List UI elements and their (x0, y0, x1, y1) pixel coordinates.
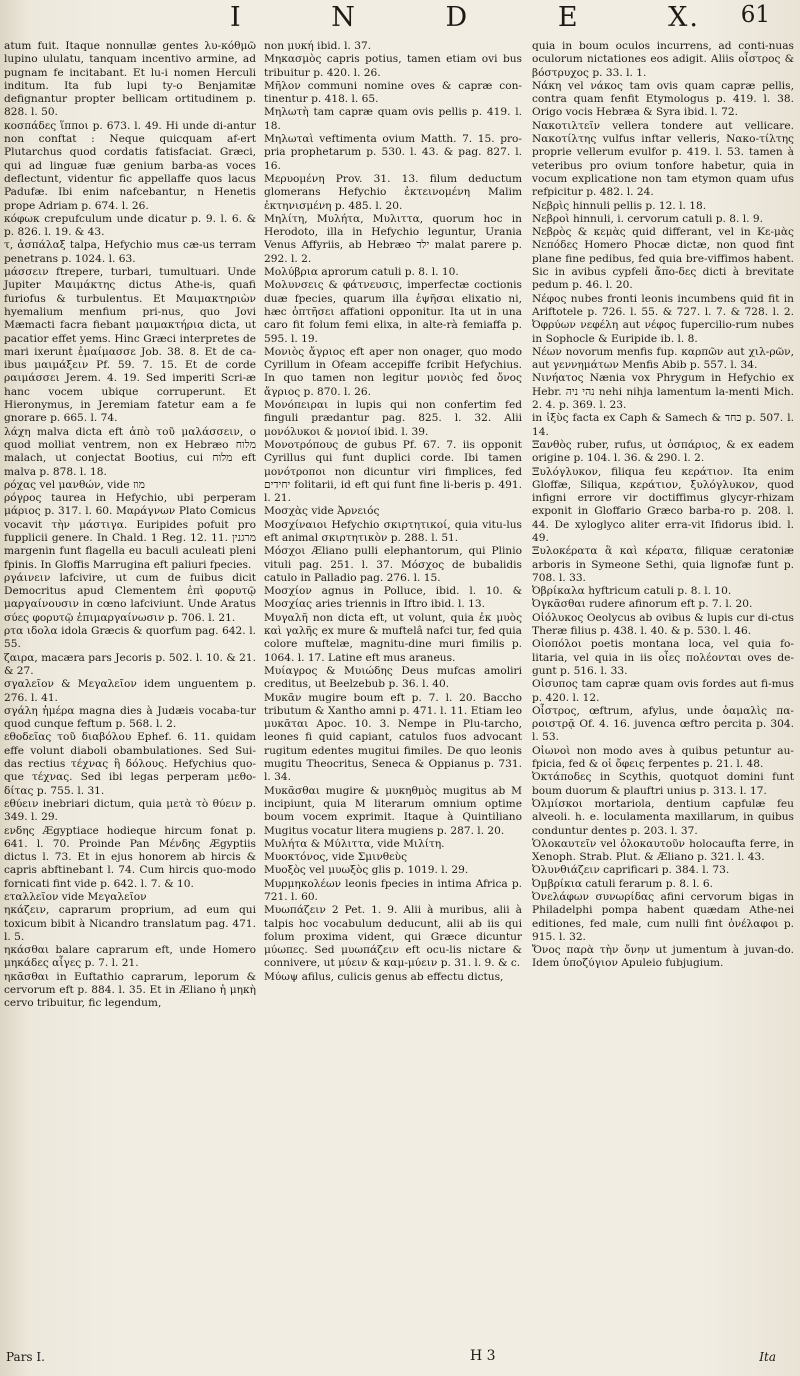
index-entry: atum fuit. Itaque nonnullæ gentes λυ-κόθμῶ lupino ululatu, tanquam incentivo armine, ad pugnam fe incitabant. Et lu-i nomen Herculi inditum. Ita fub lupi ty-o Benjamitæ defignantur propter bellicam ortitudinem p. 828. l. 50. (4, 40, 256, 119)
index-entry: ρτα ιδολα idola Græcis & quorfum pag. 642. l. 55. (4, 625, 256, 651)
index-entry: Ὀλμίσκοι mortariola, dentium capfulæ feu alveoli. h. e. loculamenta maxillarum, in quibus conduntur dentes p. 203. l. 37. (532, 797, 794, 837)
index-entry: Μυωπάζειν 2 Pet. 1. 9. Alii à muribus, alii à talpis hoc vocabulum deducunt, alii ab iis qui folum proxima vident, qui Græce dicuntur μύωπες. Sed μυωπάζειν eft ocu-lis nictare & connivere, ut μύειν & καμ-μύειν p. 31. l. 9. & c. (264, 904, 522, 970)
index-entry: Ὁλοκαυτεῖν vel ὁλοκαυτοῦν holocaufta ferre, in Xenoph. Strab. Plut. & Æliano p. 321. l. 43. (532, 837, 794, 864)
header-title (230, 2, 700, 33)
index-entry: Μοσχίναιοι Hefychio σκιρτητικοί, quia vitu-lus eft animal σκιρτητικὸν p. 288. l. 51. (264, 518, 522, 544)
header-letter: N (331, 2, 357, 33)
index-entry: Μοσχὰς vide Ἀρνειός (264, 505, 380, 518)
index-entry: ρόχας vel μανθών, vide מוז (4, 478, 145, 491)
index-entry: εταλλεῖον vide Μεγαλεῖον (4, 891, 147, 903)
signature-mark: H 3 (470, 1348, 496, 1364)
index-entry: Οἰοπόλοι poetis montana loca, vel quia fo-litaria, vel quia in iis οἶες πολέονται oves de-gunt p. 516. l. 33. (532, 638, 794, 677)
header-letter: X. (668, 2, 700, 33)
index-entry: Μῆλον communi nomine oves & capræ con-tinentur p. 418. l. 65. (264, 79, 522, 106)
index-entry: Νάκη vel νάκος tam ovis quam capræ pellis, contra quam fenfit Etymologus p. 419. l. 38. Origo vocis Hebræa & Syra ibid. l. 72. (532, 79, 794, 119)
running-header (0, 2, 800, 36)
index-entry: λάχη malva dicta eft ἀπὸ τοῦ μαλάσσειν, o quod molliat ventrem, non ex Hebræo מלוח malach, ut conjectat Bootius, cui מלוח eft malva p. 878. l. 18. (4, 425, 256, 478)
page-number: 61 (740, 2, 770, 28)
index-entry: Ὀκτάποδες in Scythis, quotquot domini funt boum duorum & plauftri unius p. 313. l. 17. (532, 771, 794, 797)
index-entry: Ξανθὸς ruber, rufus, ut ὀσπάριος, & ex eadem origine p. 104. l. 36. & 290. l. 2. (532, 438, 794, 465)
index-entry: ρόγρος taurea in Hefychio, ubi perperam μάριος p. 317. l. 60. Μαράγνων Plato Comicus vocavit τὴν μάστιγα. Euripides pofuit pro fupplicii genere. In Chald. 1 Reg. 12. 11. מרגנין margenin funt flagella eu baculi aculeati pleni fpinis. In Gloffis Marrugina eft paliuri fpecies. (4, 492, 256, 571)
index-entry: Μηλωταὶ veftimenta ovium Matth. 7. 15. pro-pria prophetarum p. 530. l. 43. & pag. 827. l. 16. (264, 133, 522, 172)
index-entry: Νέφος nubes fronti leonis incumbens quid fit in Ariftotele p. 726. l. 55. & 727. l. 7. & 728. l. 2. Ὀφρύων νεφέλη aut νέφος fupercilio-rum nubes in Sophocle & Euripide ib. l. 8. (532, 292, 794, 345)
index-entry: Μονόπειραι in lupis qui non confertim fed finguli prædantur pag. 825. l. 32. Alii μονόλυκοι & μονιοί ibid. l. 39. (264, 399, 522, 438)
index-entry: Μυγαλῆ non dicta eft, ut volunt, quia ἐκ μυὸς καὶ γαλῆς ex mure & muftelâ nafci tur, fed quia colore muftelæ, magnitu-dine muri fimilis p. 1064. l. 17. Latine eft mus araneus. (264, 611, 522, 664)
index-entry: Μηλίτη, Μυλήτα, Μυλιττα, quorum hoc in Herodoto, illa in Hefychio leguntur, Urania Venus Affyriis, ab Hebræo ילד malat parere p. 292. l. 2. (264, 212, 523, 265)
index-entry: ηκάσθαι balare caprarum eft, unde Homero μηκάδες αἶγες p. 7. l. 21. (4, 944, 256, 970)
index-entry: μάσσειν ftrepere, turbari, tumultuari. Unde Jupiter Μαιμάκτης dictus Athe-is, quafi furiofus & turbulentus. Et Μαιμακτηριὼν hyemalium menfium pri-nus, quo Jovi Mæmacti facra fiebant μαιμακτήρια dicta, ut pacatior effet yems. Hinc Græci interpretes de mari ixerunt ἐμαίμασσε Job. 38. 8. Et de ca-ibus μαιμάξειν Pf. 59. 7. 15. Et de corde ραιμάσσει Jerem. 4. 19. Sed imperiti Scri-æ hanc vocem ubique corruperunt. Et Hieronymus, in Jeremiam fatetur eam a fe gnorare p. 665. l. 74. (4, 266, 256, 425)
index-entry: Ὀμβρίκια catuli ferarum p. 8. l. 6. (532, 877, 713, 890)
index-entry: Νινήατος Nænia vox Phrygum in Hefychio ex Hebr. נהי ניה nehi nihja lamentum la-menti Mich. 2. 4. p. 369. l. 23. (532, 372, 794, 412)
index-entry: Μυλήτα & Μύλιττα, vide Μιλίτη. (264, 837, 445, 850)
index-entry: Οἰσυπος tam capræ quam ovis fordes aut fi-mus p. 420. l. 12. (532, 678, 794, 704)
index-entry: Μοσχίον agnus in Polluce, ibid. l. 10. & Μοσχίας aries triennis in Iftro ibid. l. 13. (264, 585, 522, 611)
index-entry: Μυκᾶσθαι mugire & μυκηθμὸς mugitus ab M incipiunt, quia M literarum omnium optime boum vocem exprimit. Itaque à Quintiliano Mugitus vocatur litera mugiens p. 287. l. 20. (264, 784, 522, 837)
catchword: Ita (759, 1350, 776, 1364)
index-entry: Μυοκτόνος, vide Σμινθεὺς (264, 851, 408, 864)
index-entry: Οἰόλυκος Oeolycus ab ovibus & lupis cur di-ctus Theræ filius p. 438. l. 40. & p. 530. l. 46. (532, 611, 794, 638)
header-letter: D (445, 2, 470, 33)
index-entry: Ὀγκᾶσθαι rudere afinorum eft p. 7. l. 20. (532, 598, 753, 611)
index-entry: κοσπάδες ἵπποι p. 673. l. 49. Hi unde di-antur non conftat : Neque quicquam af-ert Plutarchus quod cordatis fatisfaciat. Græci, qui ad linguæ fuæ genium barba-as voces deflectunt, videntur fic appellaffe quos lacus Padufæ. Ibi enim nafcebantur, n Henetis prope Adriam p. 674. l. 26. (4, 119, 256, 212)
index-entry: ζαιρα, macæra pars Jecoris p. 502. l. 10. & 21. & 27. (4, 651, 256, 677)
index-entry: Μυίαγρος & Μυιώδης Deus mufcas amoliri creditus, ut Beelzebub p. 36. l. 40. (264, 664, 522, 691)
index-entry: Μηκασμὸς capris potius, tamen etiam ovi bus tribuitur p. 420. l. 26. (264, 53, 522, 79)
index-entry: ηκάζειν, caprarum proprium, ad eum qui toxicum bibit à Nicandro translatum pag. 471. l. 5. (4, 904, 256, 943)
index-entry: κόφωκ crepufculum unde dicatur p. 9. l. 6. & p. 826. l. 19. & 43. (4, 212, 256, 239)
page-footer (0, 1350, 800, 1370)
index-entry: εθοδεῖας τοῦ διαβόλου Ephef. 6. 11. quidam effe volunt diaboli obambulationes. Sed Sui-das rectius τέχνας ἢ δόλους. Hefychius quo-que τέχνας. Sed ibi legas perperam μεθο-δίτας p. 755. l. 31. (4, 731, 256, 797)
index-entry: Ὀβρίκαλα hyftricum catuli p. 8. l. 10. (532, 585, 732, 598)
index-entry: Νακοτιλτεῖν vellera tondere aut vellicare. Νακοτίλτης vulfus inftar velleris, Νακο-τίλτης proprie vellerum evulfor p. 419. l. 53. tamen à veteribus pro ovium tonfore habetur, quia in vocum explicatione non tam etymon quam ufus refpicitur p. 482. l. 24. (532, 119, 794, 199)
index-entry: Μονοτρόπους de gubus Pf. 67. 7. iis opponit Cyrillus qui funt duplici corde. Ibi tamen μονότροποι non dicuntur viri fimplices, fed יחידים folitarii, id eft qui funt fine li-beris p. 491. l. 21. (264, 438, 522, 505)
index-entry: εθύειν inebriari dictum, quia μετὰ τὸ θύειν p. 349. l. 29. (4, 797, 256, 824)
header-letter: E (557, 2, 580, 33)
index-entry: Ὀλυνθιάζειν caprificari p. 384. l. 73. (532, 864, 730, 877)
right-column (532, 40, 794, 971)
index-entry: Μηλωτὴ tam capræ quam ovis pellis p. 419. l. 18. (264, 106, 522, 132)
index-entry: Μόσχοι Æliano pulli elephantorum, qui Plinio vituli pag. 251. l. 37. Μόσχος de bubalidis catulo in Palladio pag. 276. l. 15. (264, 545, 522, 584)
index-entry: σγάλη ἡμέρα magna dies à Judæis vocaba-tur quod cunque feftum p. 568. l. 2. (4, 704, 256, 731)
index-entry: Μύωψ afilus, culicis genus ab effectu dictus, (264, 970, 504, 983)
volume-label: Pars I. (6, 1350, 45, 1364)
index-entry: Νέων novorum menfis fup. καρπῶν aut χιλ-ρῶν, aut γεννημάτων Menfis Abib p. 557. l. 34. (532, 345, 794, 372)
index-entry: Μολυνσεις & φάτνευσις, imperfectæ coctionis duæ fpecies, quarum illa ἑψῆσαι elixatio ni, hæc ὀπτῆσει affationi opponitur. Ita ut in una caro fit folum femi elixa, in alte-rà femiaffa p. 595. l. 19. (264, 279, 522, 345)
index-entry: Οἶστρος, œftrum, afylus, unde ὁαμαλὶς πα-ροιστρᾷ Of. 4. 16. juvenca œftro percita p. 304. l. 53. (532, 704, 794, 744)
index-entry: Μυκᾶν mugire boum eft p. 7. l. 20. Baccho tributum & Xantho amni p. 471. l. 11. Etiam leo μυκᾶται Apoc. 10. 3. Nempe in Plu-tarcho, leones fi quid capiant, catulos fuos advocant rugitum edentes mugitui fimiles. De quo leonis mugitu Theocritus, Seneca & Oppianus p. 731. l. 34. (264, 691, 522, 784)
index-entry: Νεβροὶ hinnuli, i. cervorum catuli p. 8. l. 9. (532, 212, 763, 225)
index-entry: τ, ἀσπάλαξ talpa, Hefychio mus cæ-us terram penetrans p. 1024. l. 63. (4, 239, 256, 265)
header-letter: I (230, 2, 243, 33)
index-entry: in ἰξὺς facta ex Caph & Samech & כחד p. 507. l. 14. (532, 412, 794, 438)
middle-column (264, 40, 522, 984)
index-entry: Ὀνελάφων συνωρίδας afini cervorum bigas in Philadelphi pompa habent quædam Athe-nei editiones, fed male, cum nulli fint ὀνέλαφοι p. 915. l. 32. (532, 891, 794, 943)
left-column (4, 40, 256, 1011)
index-entry: non μυκή ibid. l. 37. (264, 40, 372, 52)
index-entry: Νεβρὸς & κεμὰς quid differant, vel in Κε-μὰς Νεπόδες Homero Phocæ dictæ, non quod fint plane fine pedibus, fed quia bre-viffimos habent. Sic in avibus cypfeli ἄπο-δες dicti à brevitate pedum p. 46. l. 20. (532, 226, 794, 292)
index-entry: Ξυλόγλυκον, filiqua feu κεράτιον. Ita enim Gloffæ, Siliqua, κεράτιον, ξυλόγλυκον, quod infigni errore vir doctiffimus glycyr-rhizam exponit in Gloffario Græco barba-ro p. 208. l. 44. De xyloglyco aliter erra-vit Ifidorus ibid. l. 49. (532, 465, 794, 544)
index-entry: Νεβρὶς hinnuli pellis p. 12. l. 18. (532, 199, 707, 212)
index-entry: Ξυλοκέρατα ἃ καὶ κέρατα, filiquæ ceratoniæ arboris in Symeone Sethi, quia lignofæ funt p. 708. l. 33. (532, 545, 794, 584)
index-entry: Μολύβρια aprorum catuli p. 8. l. 10. (264, 266, 459, 279)
index-entry: Οἰωνοὶ non modo aves à quibus petuntur au-fpicia, fed & οἱ ὄφεις ferpentes p. 21. l. 48. (532, 744, 794, 771)
index-entry: Μονιὸς ἄγριος eft aper non onager, quo modo Cyrillum in Ofeam accepiffe fcribit Hefychius. In quo tamen non legitur μονιὸς fed ὄνος ἄγριος p. 870. l. 26. (264, 345, 522, 398)
index-entry: ργάινειν lafcivire, ut cum de fuibus dicit Democritus apud Clementem ἐπὶ φορυτῷ μαργαίνουσιν in cœno lafciviunt. Unde Aratus σύες φορυτῷ ἐπιμαργαίνωσιν p. 706. l. 21. (4, 571, 256, 624)
index-entry: Μερυομένη Prov. 31. 13. filum deductum glomerans Hefychio ἐκτεινομένη Malim ἐκτηνισμένη p. 485. l. 20. (264, 172, 522, 212)
index-entry: ενδης Ægyptiace hodieque hircum fonat p. 641. l. 70. Proinde Pan Μένδης Ægyptiis dictus l. 73. Et in ejus honorem ab hircis & capris abftinebant l. 74. Cum hircis quo-modo fornicati fint vide p. 642. l. 7. & 10. (4, 824, 256, 890)
index-entry: σγαλεῖον & Μεγαλεῖον idem unguentem p. 276. l. 41. (4, 678, 256, 704)
index-entry: Μυρμηκολέων leonis fpecies in intima Africa p. 721. l. 60. (264, 877, 522, 903)
index-entry: Μυοξὸς vel μυωξὸς glis p. 1019. l. 29. (264, 864, 469, 877)
index-entry: Ὄνος παρὰ τὴν ὄνην ut jumentum à juvan-do. Idem ὑποζύγιον Apuleio fubjugium. (532, 944, 794, 970)
index-entry: quia in boum oculos incurrens, ad conti-nuas oculorum nictationes eos adigit. Aliis οἶστρος & βόστρυχος p. 33. l. 1. (532, 40, 794, 79)
index-entry: ηκᾶσθαι in Euftathio caprarum, leporum & cervorum eft p. 884. l. 35. Et in Æliano ἡ μηκὴ cervo tribuitur, fic legendum, (4, 970, 256, 1010)
